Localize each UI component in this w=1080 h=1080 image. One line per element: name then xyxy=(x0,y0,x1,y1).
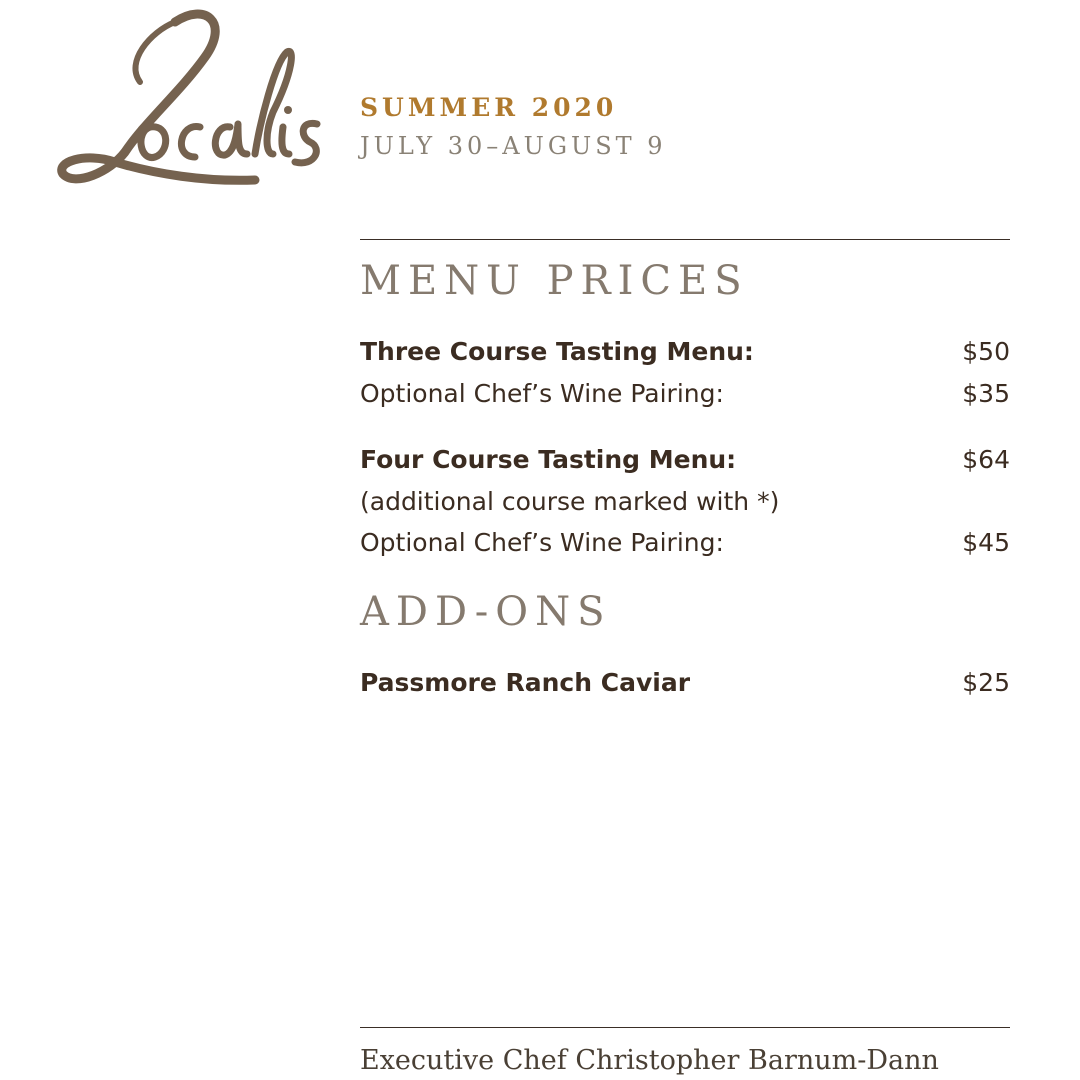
price-row-wine-pairing-four xyxy=(360,528,1010,562)
addon-label: Passmore Ranch Caviar xyxy=(360,668,691,697)
price-value: $35 xyxy=(962,379,1010,408)
addon-price: $25 xyxy=(962,668,1010,697)
price-row-wine-pairing-three xyxy=(360,379,1010,413)
price-row-three-course xyxy=(360,337,1010,371)
price-label: Four Course Tasting Menu: xyxy=(360,445,737,474)
price-note: (additional course marked with *) xyxy=(360,487,780,516)
price-label: Optional Chef’s Wine Pairing: xyxy=(360,379,724,408)
menu-prices-heading: MENU PRICES xyxy=(360,258,749,304)
season-title: SUMMER 2020 xyxy=(360,93,618,122)
price-value: $45 xyxy=(962,528,1010,557)
price-value: $50 xyxy=(962,337,1010,366)
localis-logo xyxy=(55,2,330,197)
price-label: Optional Chef’s Wine Pairing: xyxy=(360,528,724,557)
price-row-four-course xyxy=(360,445,1010,479)
addon-row-caviar xyxy=(360,668,1010,702)
top-divider xyxy=(360,239,1010,240)
price-value: $64 xyxy=(962,445,1010,474)
executive-chef-credit: Executive Chef Christopher Barnum-Dann xyxy=(360,1045,939,1076)
bottom-divider xyxy=(360,1027,1010,1028)
season-dates: JULY 30–AUGUST 9 xyxy=(360,132,667,160)
add-ons-heading: ADD-ONS xyxy=(360,589,612,635)
price-row-additional-note xyxy=(360,487,1010,521)
price-label: Three Course Tasting Menu: xyxy=(360,337,754,366)
